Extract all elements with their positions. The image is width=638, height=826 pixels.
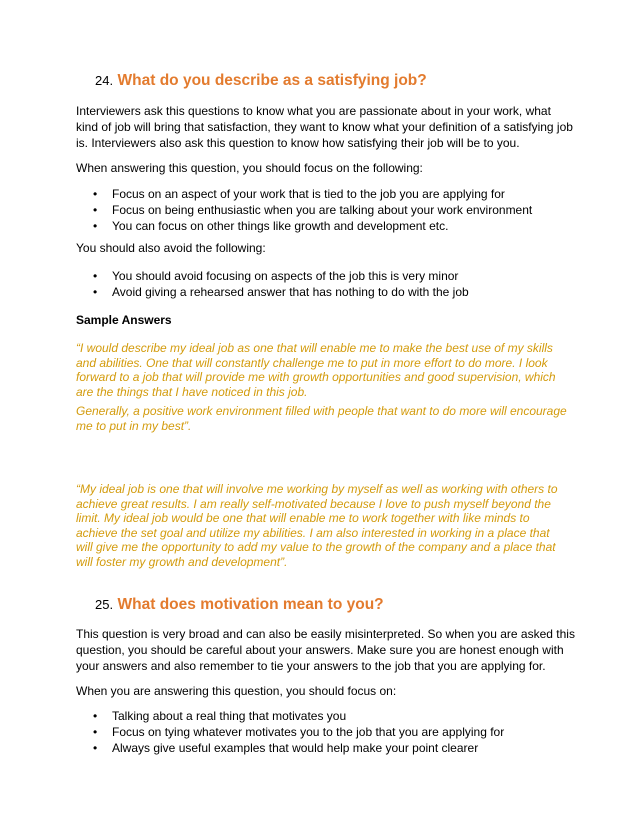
bullet-icon: • bbox=[93, 219, 98, 233]
bullet-icon: • bbox=[93, 203, 98, 217]
question-title: What do you describe as a satisfying job? bbox=[117, 72, 427, 89]
bullet-icon: • bbox=[93, 269, 98, 283]
list-item: • You can focus on other things like growth and development etc. bbox=[93, 219, 449, 233]
question-24-intro: Interviewers ask this questions to know what you are passionate about in your work, what kind of job will bring that satisfaction, they want to know what your definition of a satisfying job is. Interviewers also ask this question to know how satisfying their job will be to you. bbox=[76, 104, 573, 150]
question-title: What does motivation mean to you? bbox=[117, 596, 384, 613]
bullet-icon: • bbox=[93, 187, 98, 201]
question-24-avoid-intro: You should also avoid the following: bbox=[76, 241, 266, 255]
bullet-icon: • bbox=[93, 285, 98, 299]
sample-answer-2: “My ideal job is one that will involve me working by myself as well as working with others to achieve great results. I am really self-motivated because I love to push myself beyond the limit. My ideal job would be one that will enable me to work together with like minds to achieve the set goal and utilize my abilities. I am also interested in working in a place that will give me the opportunity to add my value to the growth of the company and a place that will foster my growth and development”. bbox=[76, 482, 558, 569]
sample-answer-1-continued: Generally, a positive work environment filled with people that want to do more will encourage me to put in my best”. bbox=[76, 404, 567, 433]
question-25-intro: This question is very broad and can also be easily misinterpreted. So when you are asked this question, you should be careful about your answers. Make sure you are honest enough with your answers and also remember to tie your answers to the job that you are applying for. bbox=[76, 627, 575, 673]
sample-answer-1: “I would describe my ideal job as one that will enable me to make the best use of my skills and abilities. One that will constantly challenge me to put in more effort to do more. I look forward to a job that will provide me with growth opportunities and good supervision, which are the things that I have noticed in this job. bbox=[76, 341, 556, 399]
question-24-avoid-list bbox=[76, 268, 576, 300]
bullet-icon: • bbox=[93, 741, 98, 755]
question-25-focus-list bbox=[76, 708, 576, 756]
question-24-heading bbox=[95, 72, 427, 90]
bullet-icon: • bbox=[93, 709, 98, 723]
question-24-focus-intro: When answering this question, you should focus on the following: bbox=[76, 161, 423, 175]
sample-answers-label: Sample Answers bbox=[76, 313, 172, 327]
list-item: • Always give useful examples that would help make your point clearer bbox=[93, 741, 479, 755]
question-25-focus-intro: When you are answering this question, you should focus on: bbox=[76, 684, 397, 698]
list-item: • Focus on an aspect of your work that is tied to the job you are applying for bbox=[93, 187, 505, 201]
question-25-heading bbox=[95, 596, 384, 614]
question-number: 24. bbox=[95, 73, 114, 88]
list-item: • Focus on tying whatever motivates you to the job that you are applying for bbox=[93, 725, 505, 739]
list-item: • Talking about a real thing that motivates you bbox=[93, 709, 347, 723]
question-number: 25. bbox=[95, 597, 114, 612]
question-24-focus-list bbox=[76, 186, 576, 234]
bullet-icon: • bbox=[93, 725, 98, 739]
list-item: • Avoid giving a rehearsed answer that has nothing to do with the job bbox=[93, 285, 469, 299]
list-item: • Focus on being enthusiastic when you are talking about your work environment bbox=[93, 203, 533, 217]
list-item: • You should avoid focusing on aspects of the job this is very minor bbox=[93, 269, 459, 283]
